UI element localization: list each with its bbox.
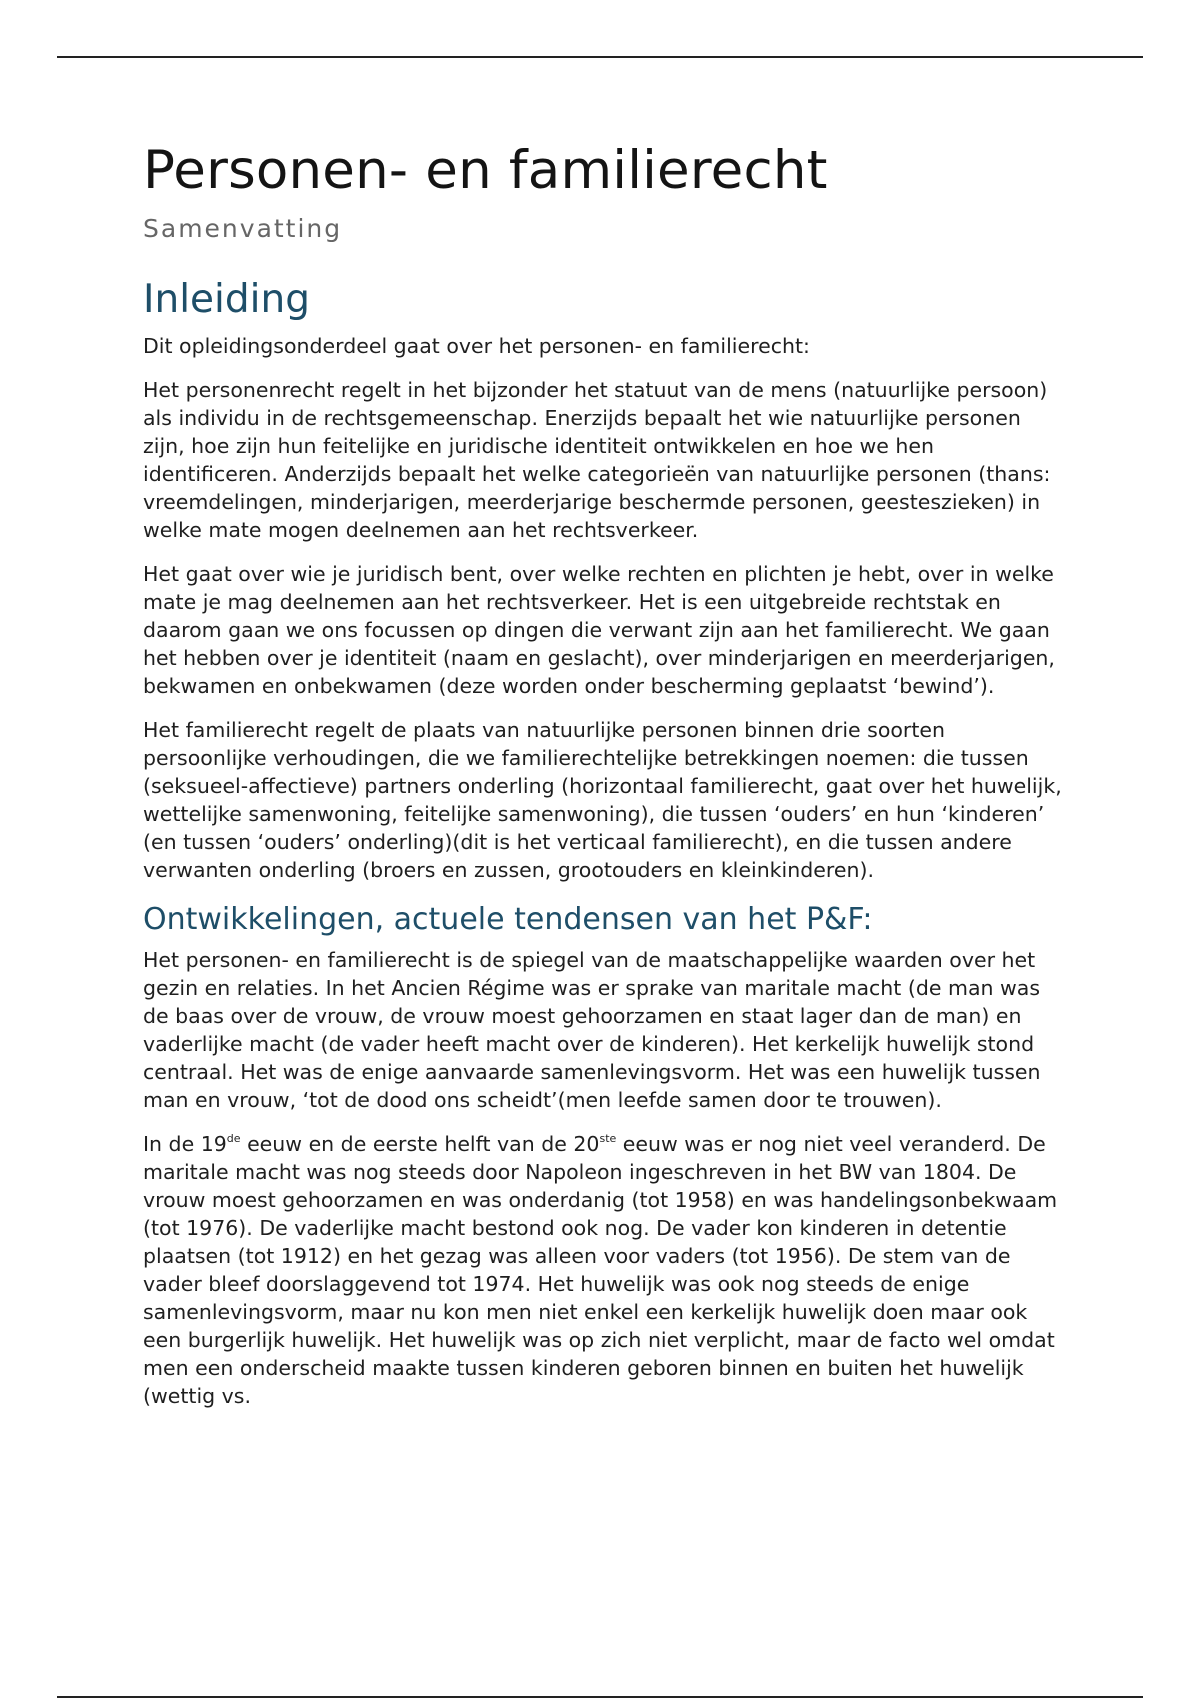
paragraph-spiegel: Het personen- en familierecht is de spiegel van de maatschappelijke waarden over het gezin en relaties. In het Ancien Régime was er sprake van maritale macht (de man was de baas over de vrouw, de vrouw moest gehoorzamen en staat lager dan de man) en vaderlijke macht (de vader heeft macht over de kinderen). Het kerkelijk huwelijk stond centraal. Het was de enige aanvaarde samenlevingsvorm. Het was een huwelijk tussen man en vrouw, ‘tot de dood ons scheidt’(men leefde samen door te trouwen).: [143, 948, 1041, 1112]
paragraph-19de-eeuw-part-a: In de 19: [143, 1132, 227, 1156]
paragraph-19de-eeuw-part-b: eeuw en de eerste helft van de 20: [240, 1132, 600, 1156]
paragraph-familierecht: Het familierecht regelt de plaats van natuurlijke personen binnen drie soorten persoonlijke verhoudingen, die we familierechtelijke betrekkingen noemen: die tussen (seksueel-affectieve) partners onderling (horizontaal familierecht, gaat over het huwelijk, wettelijke samenwoning, feitelijke samenwoning), die tussen ‘ouders’ en hun ‘kinderen’ (en tussen ‘ouders’ onderling)(dit is het verticaal familierecht), en die tussen andere verwanten onderling (broers en zussen, grootouders en kleinkinderen).: [143, 718, 1062, 882]
paragraph-personenrecht: Het personenrecht regelt in het bijzonder het statuut van de mens (natuurlijke persoon) als individu in de rechtsgemeenschap. Enerzijds bepaalt het wie natuurlijke personen zijn, hoe zijn hun feitelijke en juridische identiteit ontwikkelen en hoe we hen identificeren. Anderzijds bepaalt het welke categorieën van natuurlijke personen (thans: vreemdelingen, minderjarigen, meerderjarige beschermde personen, geesteszieken) in welke mate mogen deelnemen aan het rechtsverkeer.: [143, 378, 1051, 542]
top-rule: [57, 56, 1143, 58]
heading-inleiding: Inleiding: [143, 277, 310, 322]
paragraph-juridisch: Het gaat over wie je juridisch bent, over welke rechten en plichten je hebt, over in welke mate je mag deelnemen aan het rechtsverkeer. Het is een uitgebreide rechtstak en daarom gaan we ons focussen op dingen die verwant zijn aan het familierecht. We gaan het hebben over je identiteit (naam en geslacht), over minderjarigen en meerderjarigen, bekwamen en onbekwamen (deze worden onder bescherming geplaatst ‘bewind’).: [143, 562, 1055, 698]
heading-ontwikkelingen: Ontwikkelingen, actuele tendensen van het P&F:: [143, 902, 873, 937]
bottom-rule: [57, 1696, 1143, 1698]
document-title: Personen- en familierecht: [143, 140, 828, 201]
document-subtitle: Samenvatting: [143, 214, 343, 243]
document-body: [143, 136, 1063, 1426]
paragraph-19de-eeuw: [143, 1130, 1063, 1410]
superscript-de: de: [226, 1132, 241, 1145]
paragraph-19de-eeuw-part-c: eeuw was er nog niet veel veranderd. De maritale macht was nog steeds door Napoleon ingeschreven in het BW van 1804. De vrouw moest gehoorzamen en was onderdanig (tot 1958) en was handelingsonbekwaam (tot 1976). De vaderlijke macht bestond ook nog. De vader kon kinderen in detentie plaatsen (tot 1912) en het gezag was alleen voor vaders (tot 1956). De stem van de vader bleef doorslaggevend tot 1974. Het huwelijk was ook nog steeds de enige samenlevingsvorm, maar nu kon men niet enkel een kerkelijk huwelijk doen maar ook een burgerlijk huwelijk. Het huwelijk was op zich niet verplicht, maar de facto wel omdat men een onderscheid maakte tussen kinderen geboren binnen en buiten het huwelijk (wettig vs.: [143, 1132, 1058, 1408]
intro-paragraph: Dit opleidingsonderdeel gaat over het personen- en familierecht:: [143, 334, 810, 358]
superscript-ste: ste: [599, 1132, 617, 1145]
